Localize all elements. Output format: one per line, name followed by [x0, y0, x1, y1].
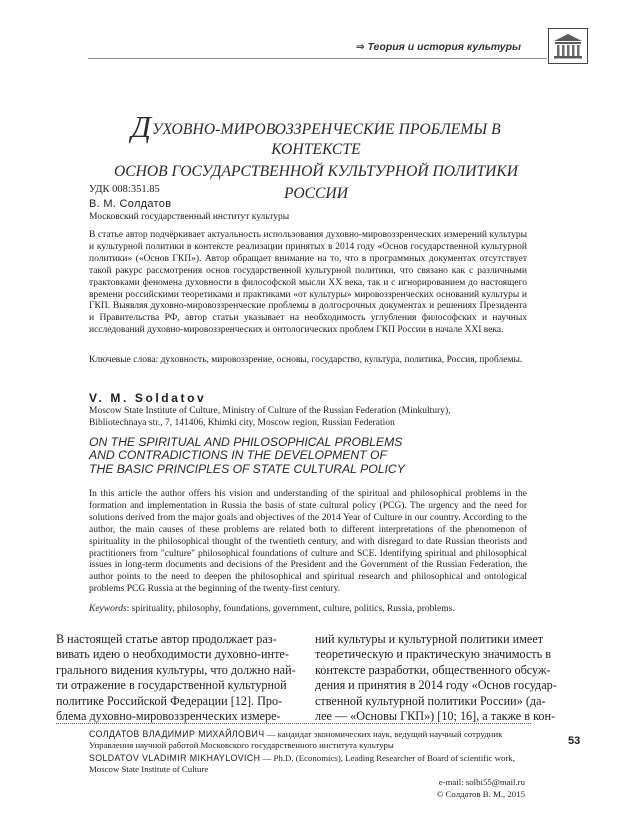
body-line: лее — «Основы ГКП») [10; 16], а также в кон- [315, 709, 556, 724]
article-title-en [89, 436, 519, 476]
title-line-2: ОСНОВ ГОСУДАРСТВЕННОЙ КУЛЬТУРНОЙ ПОЛИТИКИ РОССИИ [113, 163, 519, 202]
body-line: теоретическую и практическую значимость в [315, 647, 551, 662]
title-en-line: THE BASIC PRINCIPLES OF STATE CULTURAL POLICY [89, 461, 405, 476]
keywords-ru: Ключевые слова: духовность, мировоззрение, основы, государство, культура, политика, Россия, проблемы. [89, 355, 523, 365]
keywords-en-text: : spirituality, philosophy, foundations, government, culture, politics, Russia, problems. [126, 604, 455, 614]
author-note-en-name: SOLDATOV VLADIMIR MIKHAYLOVICH [89, 753, 261, 763]
body-line: ти отражение в государственной культурной [56, 678, 287, 693]
keywords-en [89, 604, 527, 616]
udk-code: УДК 008:351.85 [89, 184, 160, 195]
author-name-ru: В. М. Солдатов [89, 198, 172, 210]
title-initial: Д [131, 109, 152, 144]
body-line: ственной культурной политики России» (да- [315, 693, 546, 708]
journal-logo-icon [548, 28, 588, 64]
body-line: В настоящей статье автор продолжает раз- [56, 632, 277, 646]
body-column-right [315, 632, 557, 724]
arrow-icon: ⇒ [355, 41, 365, 53]
title-line-1: УХОВНО-МИРОВОЗЗРЕНЧЕСКИЕ ПРОБЛЕМЫ В КОНТЕКСТЕ [152, 121, 501, 158]
body-line: блема духовно-мировоззренческих измере- [56, 709, 281, 724]
abstract-en: In this article the author offers his vision and understanding of the spiritual and philosophical problems in the formation and implementation in Russia the basis of state cultural policy (PCG). The urgency and the need for solutions derived from the major goals and objectives of the 2014 Year of Culture in our country. According to the author, the main causes of these problems are related both to different interpretations of the phenomenon of spirituality in the philosophical thought of the twentieth century, and with disregard to date Russian theorists and practitioners from "culture" philosophical foundations of culture and SCE. Identifying spiritual and philosophical issues in long-term documents and decisions of the President and the Government of the Russian Federation, the author points to the need to deepen the philosophical and spiritual research and philosophical and ontological problems PCG Russia at the beginning of the twenty-first century. [89, 489, 527, 595]
body-line: грального видения культуры, что должно най- [56, 662, 296, 677]
body-line: ний культуры и культурной политики имеет [315, 632, 544, 646]
body-line: контексте разработки, общественного обсуж- [315, 662, 551, 677]
affiliation-ru: Московский государственный институт культуры [89, 212, 290, 222]
body-column-left [56, 632, 296, 724]
affiliation-en-line-1: Moscow State Institute of Culture, Ministry of Culture of the Russian Federation (Minkultury), [89, 406, 451, 416]
footnote-separator [56, 723, 531, 724]
abstract-ru: В статье автор подчёркивает актуальность использования духовно-мировоззренческих измерений культуры и культурной политики в контексте реализации принятых в 2014 году «Основ государственной культурной политики» («Основ ГКП»). Автор обращает внимание на то, что в программных документах отсутствует такой ракурс рассмотрения основ государственной культурной политики, что связано как с различными трактовками феномена духовности в философской мысли XX века, так и с игнорированием до настоящего времени российскими теоретиками и практиками «от культуры» мировоззренческих оснований культуры и ГКП. Выявляя духовно-мировоззренческие проблемы в долгосрочных документах и решениях Президента и Правительства РФ, автор статьи указывает на необходимость углубления философских и научных исследований духовно-мировоззренческих и онтологических проблем ГКП России в начале XXI века. [89, 230, 527, 336]
article-title-ru [96, 109, 536, 205]
affiliation-en-line-2: Bibliotechnaya str., 7, 141406, Khimki city, Moscow region, Russian Federation [89, 417, 395, 428]
author-note-ru [89, 729, 527, 750]
body-line: вивать идею о необходимости духовно-инте- [56, 647, 289, 662]
page-number: 53 [568, 735, 581, 747]
author-note-en [89, 753, 527, 774]
section-title: Теория и история культуры [367, 41, 521, 53]
affiliation-en [89, 406, 527, 429]
keywords-en-label: Keywords [89, 604, 127, 614]
author-note-ru-text: — кандидат экономических наук, ведущий научный сотрудник Управления научной работой Московского государственного института культуры [89, 729, 503, 750]
running-header [356, 41, 521, 53]
author-name-en: V. M. Soldatov [89, 391, 207, 405]
title-en-line: ON THE SPIRITUAL AND PHILOSOPHICAL PROBLEMS [89, 435, 403, 449]
copyright: © Солдатов В. М., 2015 [436, 789, 525, 799]
header-rule [88, 58, 547, 59]
body-line: политике Российской Федерации [12]. Про- [56, 693, 283, 708]
author-note-ru-name: СОЛДАТОВ ВЛАДИМИР МИХАЙЛОВИЧ [89, 729, 265, 739]
title-en-line: AND CONTRADICTIONS IN THE DEVELOPMENT OF [89, 448, 387, 463]
author-note-en-text: — Ph.D. (Economics), Leading Researcher of Board of scientific work, Moscow State Institute of Culture [89, 753, 515, 774]
body-line: дения и принятия в 2014 году «Основ государ- [315, 678, 557, 693]
author-email: e-mail: solbi55@mail.ru [438, 777, 525, 787]
